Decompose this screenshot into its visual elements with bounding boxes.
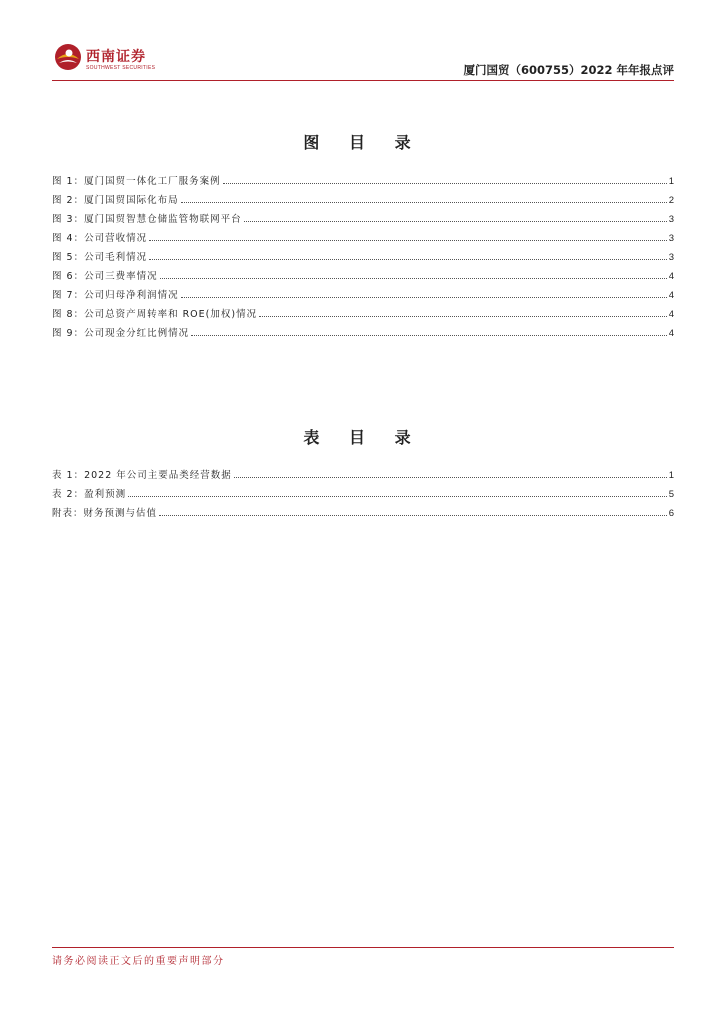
toc-item-label: 图 2：厦门国贸国际化布局 (52, 195, 179, 206)
figures-toc-list (52, 168, 674, 339)
toc-item[interactable] (52, 206, 674, 225)
toc-leader (234, 476, 667, 478)
page-header (52, 40, 674, 80)
toc-item[interactable] (52, 225, 674, 244)
toc-item[interactable] (52, 187, 674, 206)
toc-item-label: 图 7：公司归母净利润情况 (52, 290, 179, 301)
footer-notice: 请务必阅读正文后的重要声明部分 (52, 956, 225, 967)
toc-leader (244, 220, 667, 222)
toc-leader (191, 334, 667, 336)
toc-item-page: 4 (668, 328, 674, 339)
header-divider (52, 80, 674, 81)
toc-item-page: 4 (668, 309, 674, 320)
toc-item-page: 4 (668, 271, 674, 282)
toc-item-label: 表 2：盈利预测 (52, 489, 127, 500)
toc-leader (128, 495, 667, 497)
toc-item-page: 1 (668, 176, 674, 187)
logo-emblem-icon (54, 43, 82, 71)
toc-item[interactable] (52, 263, 674, 282)
toc-item-page: 5 (668, 489, 674, 500)
toc-item-label: 图 3：厦门国贸智慧仓储监管物联网平台 (52, 214, 242, 225)
toc-leader (223, 182, 667, 184)
toc-leader (259, 315, 667, 317)
toc-leader (181, 296, 667, 298)
toc-item-page: 2 (668, 195, 674, 206)
tables-toc-title: 表 目 录 (303, 428, 423, 447)
toc-item[interactable] (52, 301, 674, 320)
toc-item[interactable] (52, 244, 674, 263)
toc-item-page: 6 (668, 508, 674, 519)
company-logo (52, 40, 162, 76)
tables-toc-list (52, 462, 674, 519)
report-title: 厦门国贸（600755）2022 年年报点评 (463, 63, 674, 77)
logo-chinese-text: 西南证券 (86, 49, 146, 65)
toc-item[interactable] (52, 462, 674, 481)
toc-item-label: 图 8：公司总资产周转率和 ROE(加权)情况 (52, 309, 258, 320)
toc-item-label: 表 1：2022 年公司主要品类经营数据 (52, 470, 232, 481)
toc-item-page: 1 (668, 470, 674, 481)
toc-item-label: 附表：财务预测与估值 (52, 508, 158, 519)
toc-item[interactable] (52, 168, 674, 187)
footer-divider (52, 947, 674, 948)
toc-leader (181, 201, 667, 203)
toc-leader (149, 258, 667, 260)
toc-item-page: 3 (668, 252, 674, 263)
toc-leader (160, 277, 667, 279)
toc-item-page: 3 (668, 214, 674, 225)
toc-item[interactable] (52, 500, 674, 519)
toc-item-page: 3 (668, 233, 674, 244)
toc-item-label: 图 6：公司三费率情况 (52, 271, 158, 282)
toc-item-label: 图 5：公司毛利情况 (52, 252, 148, 263)
toc-item[interactable] (52, 282, 674, 301)
toc-leader (159, 514, 667, 516)
toc-leader (149, 239, 667, 241)
toc-item[interactable] (52, 481, 674, 500)
toc-item-page: 4 (668, 290, 674, 301)
toc-item-label: 图 9：公司现金分红比例情况 (52, 328, 190, 339)
toc-item-label: 图 4：公司营收情况 (52, 233, 148, 244)
figures-toc-title: 图 目 录 (303, 133, 423, 152)
toc-item-label: 图 1：厦门国贸一体化工厂服务案例 (52, 176, 221, 187)
logo-english-text: SOUTHWEST SECURITIES (86, 65, 156, 71)
toc-item[interactable] (52, 320, 674, 339)
